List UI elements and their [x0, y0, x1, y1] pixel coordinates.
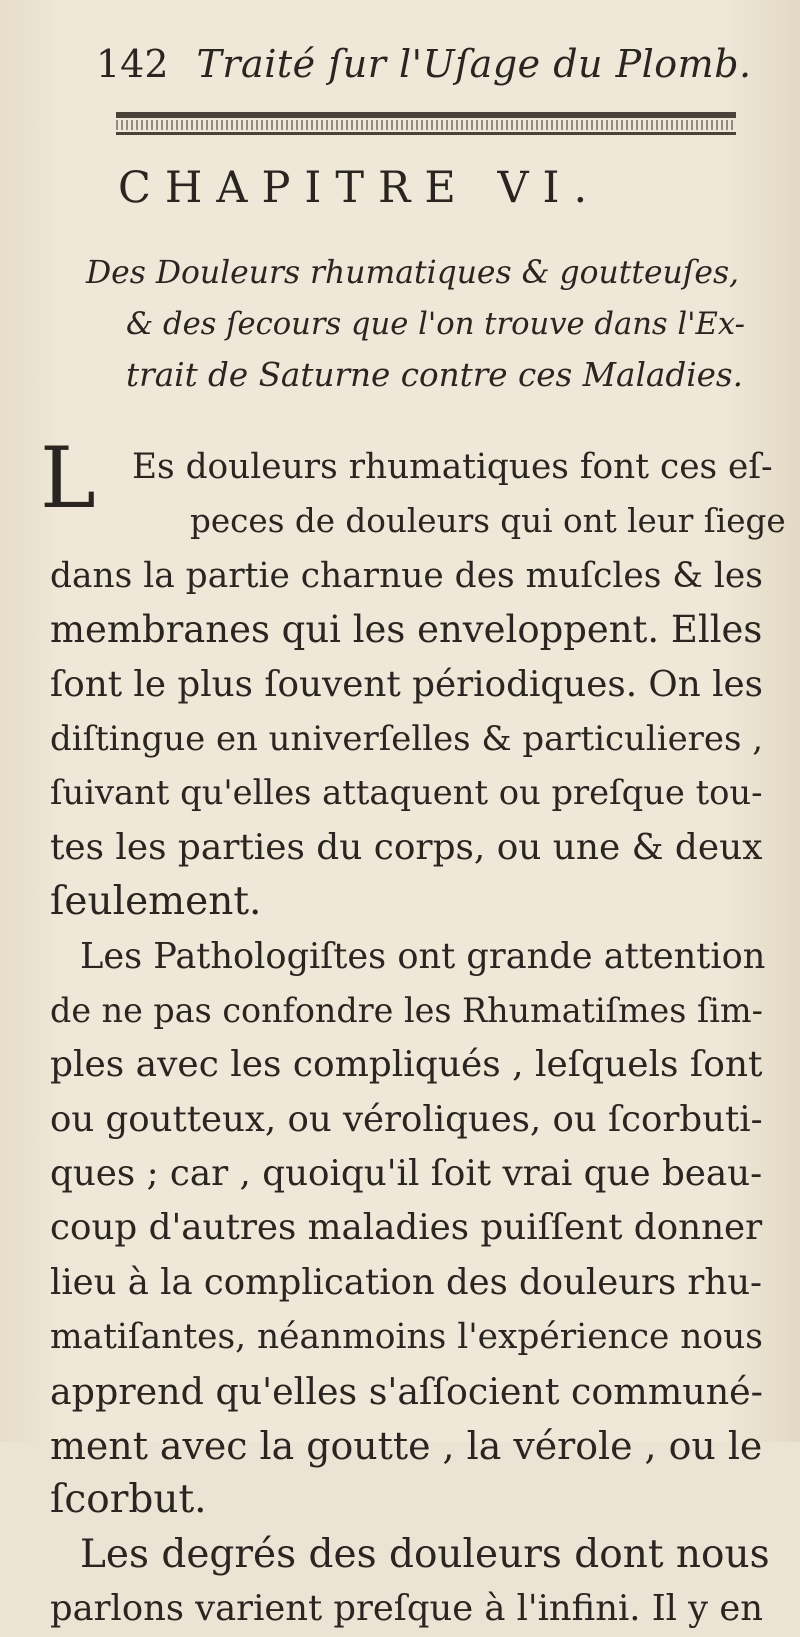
text-line: membranes qui les enveloppent. Elles — [50, 608, 763, 652]
text-line: ſuivant qu'elles attaquent ou preſque tou- — [50, 773, 763, 813]
text-line: ples avec les compliqués , leſquels ſont — [50, 1044, 763, 1086]
text-line: coup d'autres maladies puiſſent donner — [50, 1207, 763, 1249]
text-line: Les degrés des douleurs dont nous — [80, 1531, 770, 1577]
text-line: ment avec la goutte , la vérole , ou le — [50, 1424, 763, 1469]
text-line: tes les parties du corps, ou une & deux — [50, 826, 763, 868]
chapter-title-line: trait de Saturne contre ces Maladies. — [126, 356, 744, 394]
text-line: diſtingue en univerſelles & particulieres , — [50, 718, 763, 759]
text-line: matiſantes, néanmoins l'expérience nous — [50, 1317, 763, 1358]
body-text — [50, 440, 786, 1637]
chapter-title-line: Des Douleurs rhumatiques & goutteuſes, — [86, 255, 740, 291]
text-line: peces de douleurs qui ont leur ſiege — [190, 502, 786, 541]
page-number: 142 — [96, 42, 169, 86]
chapter-title-line: & des ſecours que l'on trouve dans l'Ex- — [126, 307, 745, 342]
chapter-title — [86, 248, 746, 401]
text-line: ou goutteux, ou véroliques, ou ſcorbuti- — [50, 1098, 763, 1140]
text-line: ques ; car , quoiqu'il ſoit vrai que beau- — [50, 1153, 763, 1195]
text-line: de ne pas confondre les Rhumatiſmes ſim- — [50, 990, 763, 1030]
text-line: ſont le plus ſouvent périodiques. On les — [50, 663, 763, 705]
text-line: parlons varient preſque à l'infini. Il y en — [50, 1588, 763, 1630]
running-title: Traité ſur l'Uſage du Plomb. — [196, 42, 752, 86]
text-line: dans la partie charnue des muſcles & les — [50, 555, 763, 596]
text-line: apprend qu'elles s'aſſocient communé- — [50, 1369, 763, 1413]
drop-cap: L — [40, 429, 96, 527]
decorative-rule — [116, 112, 736, 138]
text-line: Es douleurs rhumatiques font ces eſ- — [132, 447, 773, 487]
text-line: ſeulement. — [50, 879, 262, 925]
text-line: lieu à la complication des douleurs rhu- — [50, 1261, 762, 1303]
text-line: Les Pathologiſtes ont grande attention — [80, 935, 766, 977]
running-head — [96, 42, 752, 92]
chapter-heading: CHAPITRE VI. — [118, 163, 602, 213]
text-line: ſcorbut. — [50, 1477, 207, 1523]
